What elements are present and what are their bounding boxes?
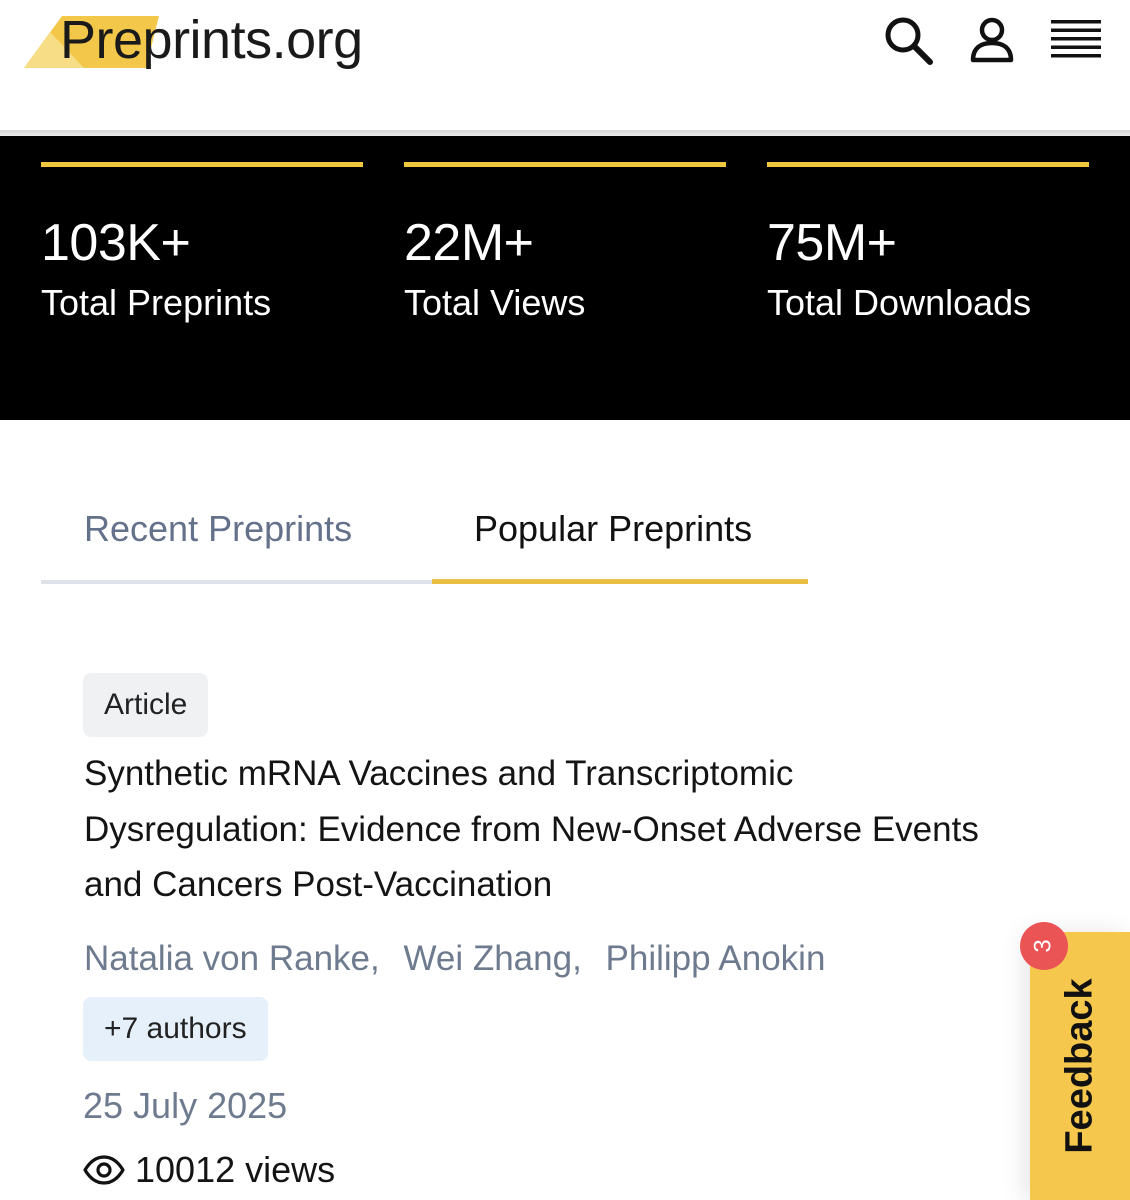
tab-popular-preprints[interactable]: Popular Preprints bbox=[432, 500, 808, 584]
tab-recent-preprints[interactable]: Recent Preprints bbox=[41, 500, 432, 584]
search-button[interactable] bbox=[880, 14, 936, 66]
stat-total-downloads bbox=[767, 162, 1089, 325]
author-link[interactable]: Wei Zhang, bbox=[403, 939, 582, 978]
more-authors-button[interactable]: +7 authors bbox=[83, 997, 268, 1061]
preprint-tabs bbox=[41, 500, 808, 584]
stat-label: Total Downloads bbox=[767, 282, 1032, 323]
publication-date: 25 July 2025 bbox=[83, 1085, 288, 1126]
stat-value: 75M+ bbox=[767, 214, 897, 272]
stats-band bbox=[0, 136, 1130, 420]
eye-icon bbox=[83, 1155, 125, 1185]
menu-button[interactable] bbox=[1048, 14, 1104, 66]
feedback-count-text: 3 bbox=[1029, 939, 1057, 953]
author-link[interactable]: Philipp Anokin bbox=[605, 939, 826, 978]
account-button[interactable] bbox=[964, 14, 1020, 66]
stat-accent-bar bbox=[41, 162, 363, 167]
article-type-badge: Article bbox=[83, 673, 208, 737]
site-logo[interactable] bbox=[24, 6, 404, 70]
logo-text-pre: Pre bbox=[60, 10, 143, 70]
user-icon bbox=[968, 16, 1016, 64]
logo-text-rest: prints.org bbox=[142, 10, 363, 70]
author-link[interactable]: Natalia von Ranke, bbox=[84, 939, 380, 978]
stat-total-views bbox=[404, 162, 726, 325]
author-list bbox=[84, 932, 839, 986]
stat-label: Total Views bbox=[404, 282, 586, 323]
feedback-count-badge bbox=[1020, 922, 1068, 970]
stat-value: 103K+ bbox=[41, 214, 191, 272]
stat-total-preprints bbox=[41, 162, 363, 325]
stat-value: 22M+ bbox=[404, 214, 534, 272]
search-icon bbox=[882, 14, 934, 66]
site-header bbox=[0, 0, 1130, 132]
logo-text bbox=[60, 8, 363, 72]
feedback-button[interactable] bbox=[1030, 932, 1130, 1200]
view-count bbox=[83, 1144, 335, 1196]
stat-label: Total Preprints bbox=[41, 282, 272, 323]
feedback-label: Feedback bbox=[1058, 978, 1101, 1154]
view-count-text: 10012 views bbox=[135, 1149, 336, 1190]
menu-icon bbox=[1051, 19, 1101, 61]
article-title[interactable]: Synthetic mRNA Vaccines and Transcriptomic Dysregulation: Evidence from New-Onset Adverse Events and Cancers Post-Vaccination bbox=[84, 754, 979, 904]
stat-accent-bar bbox=[404, 162, 726, 167]
stat-accent-bar bbox=[767, 162, 1089, 167]
